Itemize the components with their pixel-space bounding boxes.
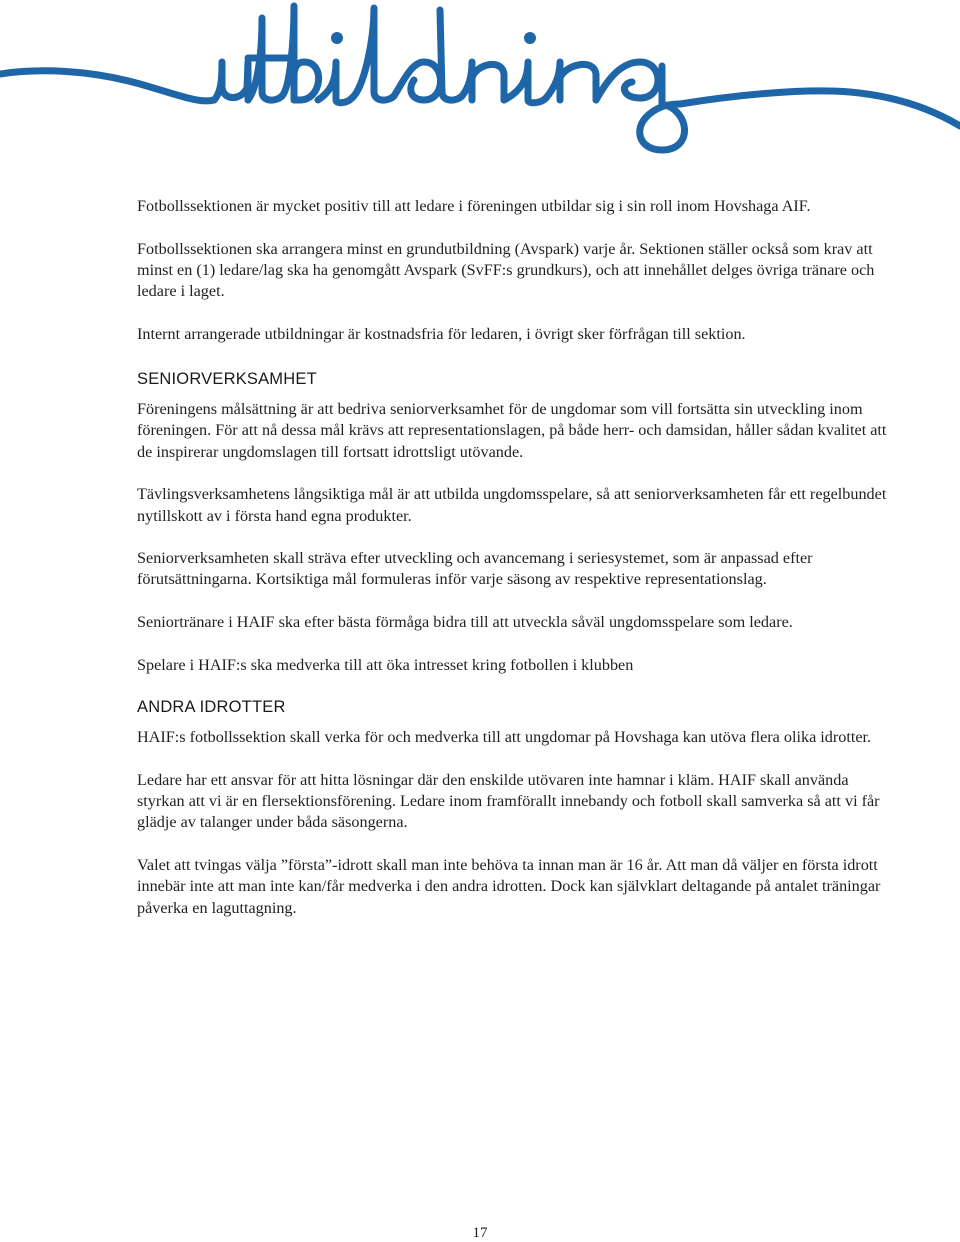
letter-u: [214, 62, 248, 100]
section-heading-other-sports: ANDRA IDROTTER: [137, 698, 286, 717]
senior-paragraph-5: Spelare i HAIF:s ska medverka till att öka intresset kring fotbollen i klubben: [137, 655, 634, 674]
senior-paragraph-4: Seniortränare i HAIF ska efter bästa förmåga bidra till att utveckla såväl ungdomsspelare som ledare.: [137, 613, 793, 632]
other-sports-paragraph-1: HAIF:s fotbollssektion skall verka för och medverka till att ungdomar på Hovshaga kan utöva flera olika idrotter.: [137, 728, 872, 747]
letter-i-2: [504, 62, 546, 103]
page-number: 17: [472, 1225, 488, 1241]
letter-g: [596, 62, 685, 150]
page-content: [137, 196, 897, 940]
intro-paragraph-3: Internt arrangerade utbildningar är kostnadsfria för ledaren, i övrigt sker förfrågan till sektion.: [137, 324, 746, 343]
i-dot-2: [524, 32, 536, 44]
senior-paragraph-1: Föreningens målsättning är att bedriva seniorverksamhet för de ungdomar som vill fortsätta sin utveckling inom föreningen. För att nå dessa mål krävs att representationslagen, på både herr- och damsidan, håller sådan kvalitet att de inspirerar ungdomslagen till fortsatt idrottsligt utövande.: [137, 400, 887, 461]
left-wave-line: [0, 71, 214, 101]
right-wave-line: [680, 91, 960, 126]
intro-paragraph-2: Fotbollssektionen ska arrangera minst en grundutbildning (Avspark) varje år. Sektionen ställer också som krav att minst en (1) ledare/lag ska ha genomgått Avspark (SvFF:s grundkurs), och att innehållet delges övriga tränare och ledare i laget.: [137, 239, 875, 301]
letter-n: [462, 62, 504, 100]
section-heading-senior: SENIORVERKSAMHET: [137, 370, 317, 389]
intro-paragraph-1: Fotbollssektionen är mycket positiv till att ledare i föreningen utbildar sig i sin roll inom Hovshaga AIF.: [137, 197, 811, 215]
i-dot-1: [331, 32, 343, 44]
senior-paragraph-2: Tävlingsverksamhetens långsiktiga mål är att utbilda ungdomsspelare, så att seniorverksamheten får ett regelbundet nytillskott av i första hand egna produkter.: [137, 485, 887, 525]
letter-d: [394, 10, 462, 100]
other-sports-paragraph-3: Valet att tvingas välja ”första”-idrott skall man inte behöva ta innan man är 16 år. Att man då väljer en första idrott innebär inte att man inte kan/får medverka i den andra idrotten. Dock kan självklart deltagande på antalet träningar påverka en laguttagning.: [137, 856, 881, 917]
other-sports-paragraph-2: Ledare har ett ansvar för att hitta lösningar där den enskilde utövaren inte hamnar i kläm. HAIF skall använda styrkan att vi är en flersektionsförening. Ledare inom framförallt innebandy och fotboll skall samverka så att vi får glädje av talanger under båda säsongerna.: [137, 770, 880, 832]
letter-b: [282, 6, 319, 100]
letter-n-2: [546, 62, 596, 100]
letter-l: [352, 8, 394, 100]
letter-i: [318, 62, 352, 103]
senior-paragraph-3: Seniorverksamheten skall sträva efter utveckling och avancemang i seriesystemet, som är anpassad efter förutsättningarna. Kortsiktiga mål formuleras inför varje säsong av respektive representationslag.: [137, 549, 813, 589]
utbildning-header-logo: [0, 0, 960, 160]
